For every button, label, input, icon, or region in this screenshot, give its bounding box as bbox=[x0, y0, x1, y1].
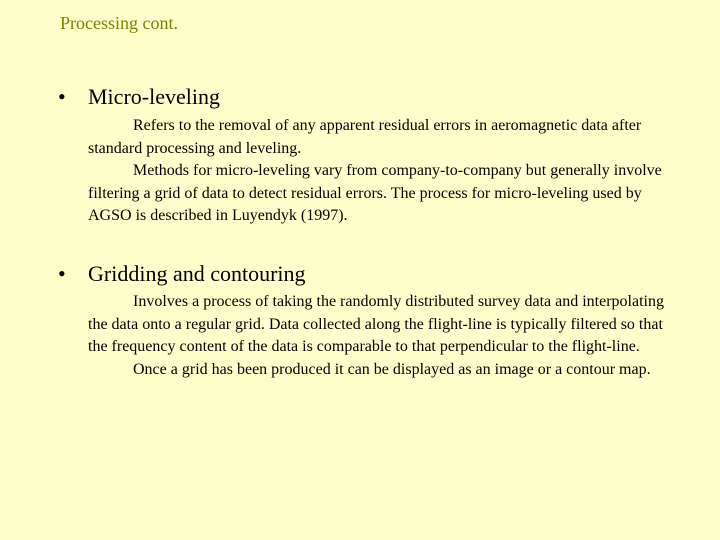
gridding-paragraph-2: Once a grid has been produced it can be displayed as an image or a contour map. bbox=[133, 360, 651, 378]
bullet-heading-gridding-contouring: Gridding and contouring bbox=[88, 261, 306, 286]
gridding-contouring-body bbox=[88, 291, 678, 381]
micro-leveling-paragraph-1: Refers to the removal of any apparent residual errors in aeromagnetic data after standard processing and leveling. bbox=[88, 117, 642, 157]
gridding-paragraph-1: Involves a process of taking the randomly distributed survey data and interpolating the data onto a regular grid. Data collected along the flight-line is typically filtered so that the frequency content of the data is comparable to that perpendicular to the flight-line. bbox=[88, 293, 664, 355]
bullet-heading-micro-leveling: Micro-leveling bbox=[88, 84, 220, 109]
micro-leveling-paragraph-2: Methods for micro-leveling vary from company-to-company but generally involve filtering a grid of data to detect residual errors. The process for micro-leveling used by AGSO is described in Luyendyk (1997). bbox=[88, 162, 662, 224]
bullet-dot-icon: • bbox=[58, 261, 66, 286]
bullet-micro-leveling bbox=[58, 84, 220, 110]
bullet-dot-icon: • bbox=[58, 84, 66, 109]
bullet-gridding-contouring bbox=[58, 261, 306, 287]
micro-leveling-body bbox=[88, 115, 678, 228]
slide-title: Processing cont. bbox=[60, 13, 178, 33]
